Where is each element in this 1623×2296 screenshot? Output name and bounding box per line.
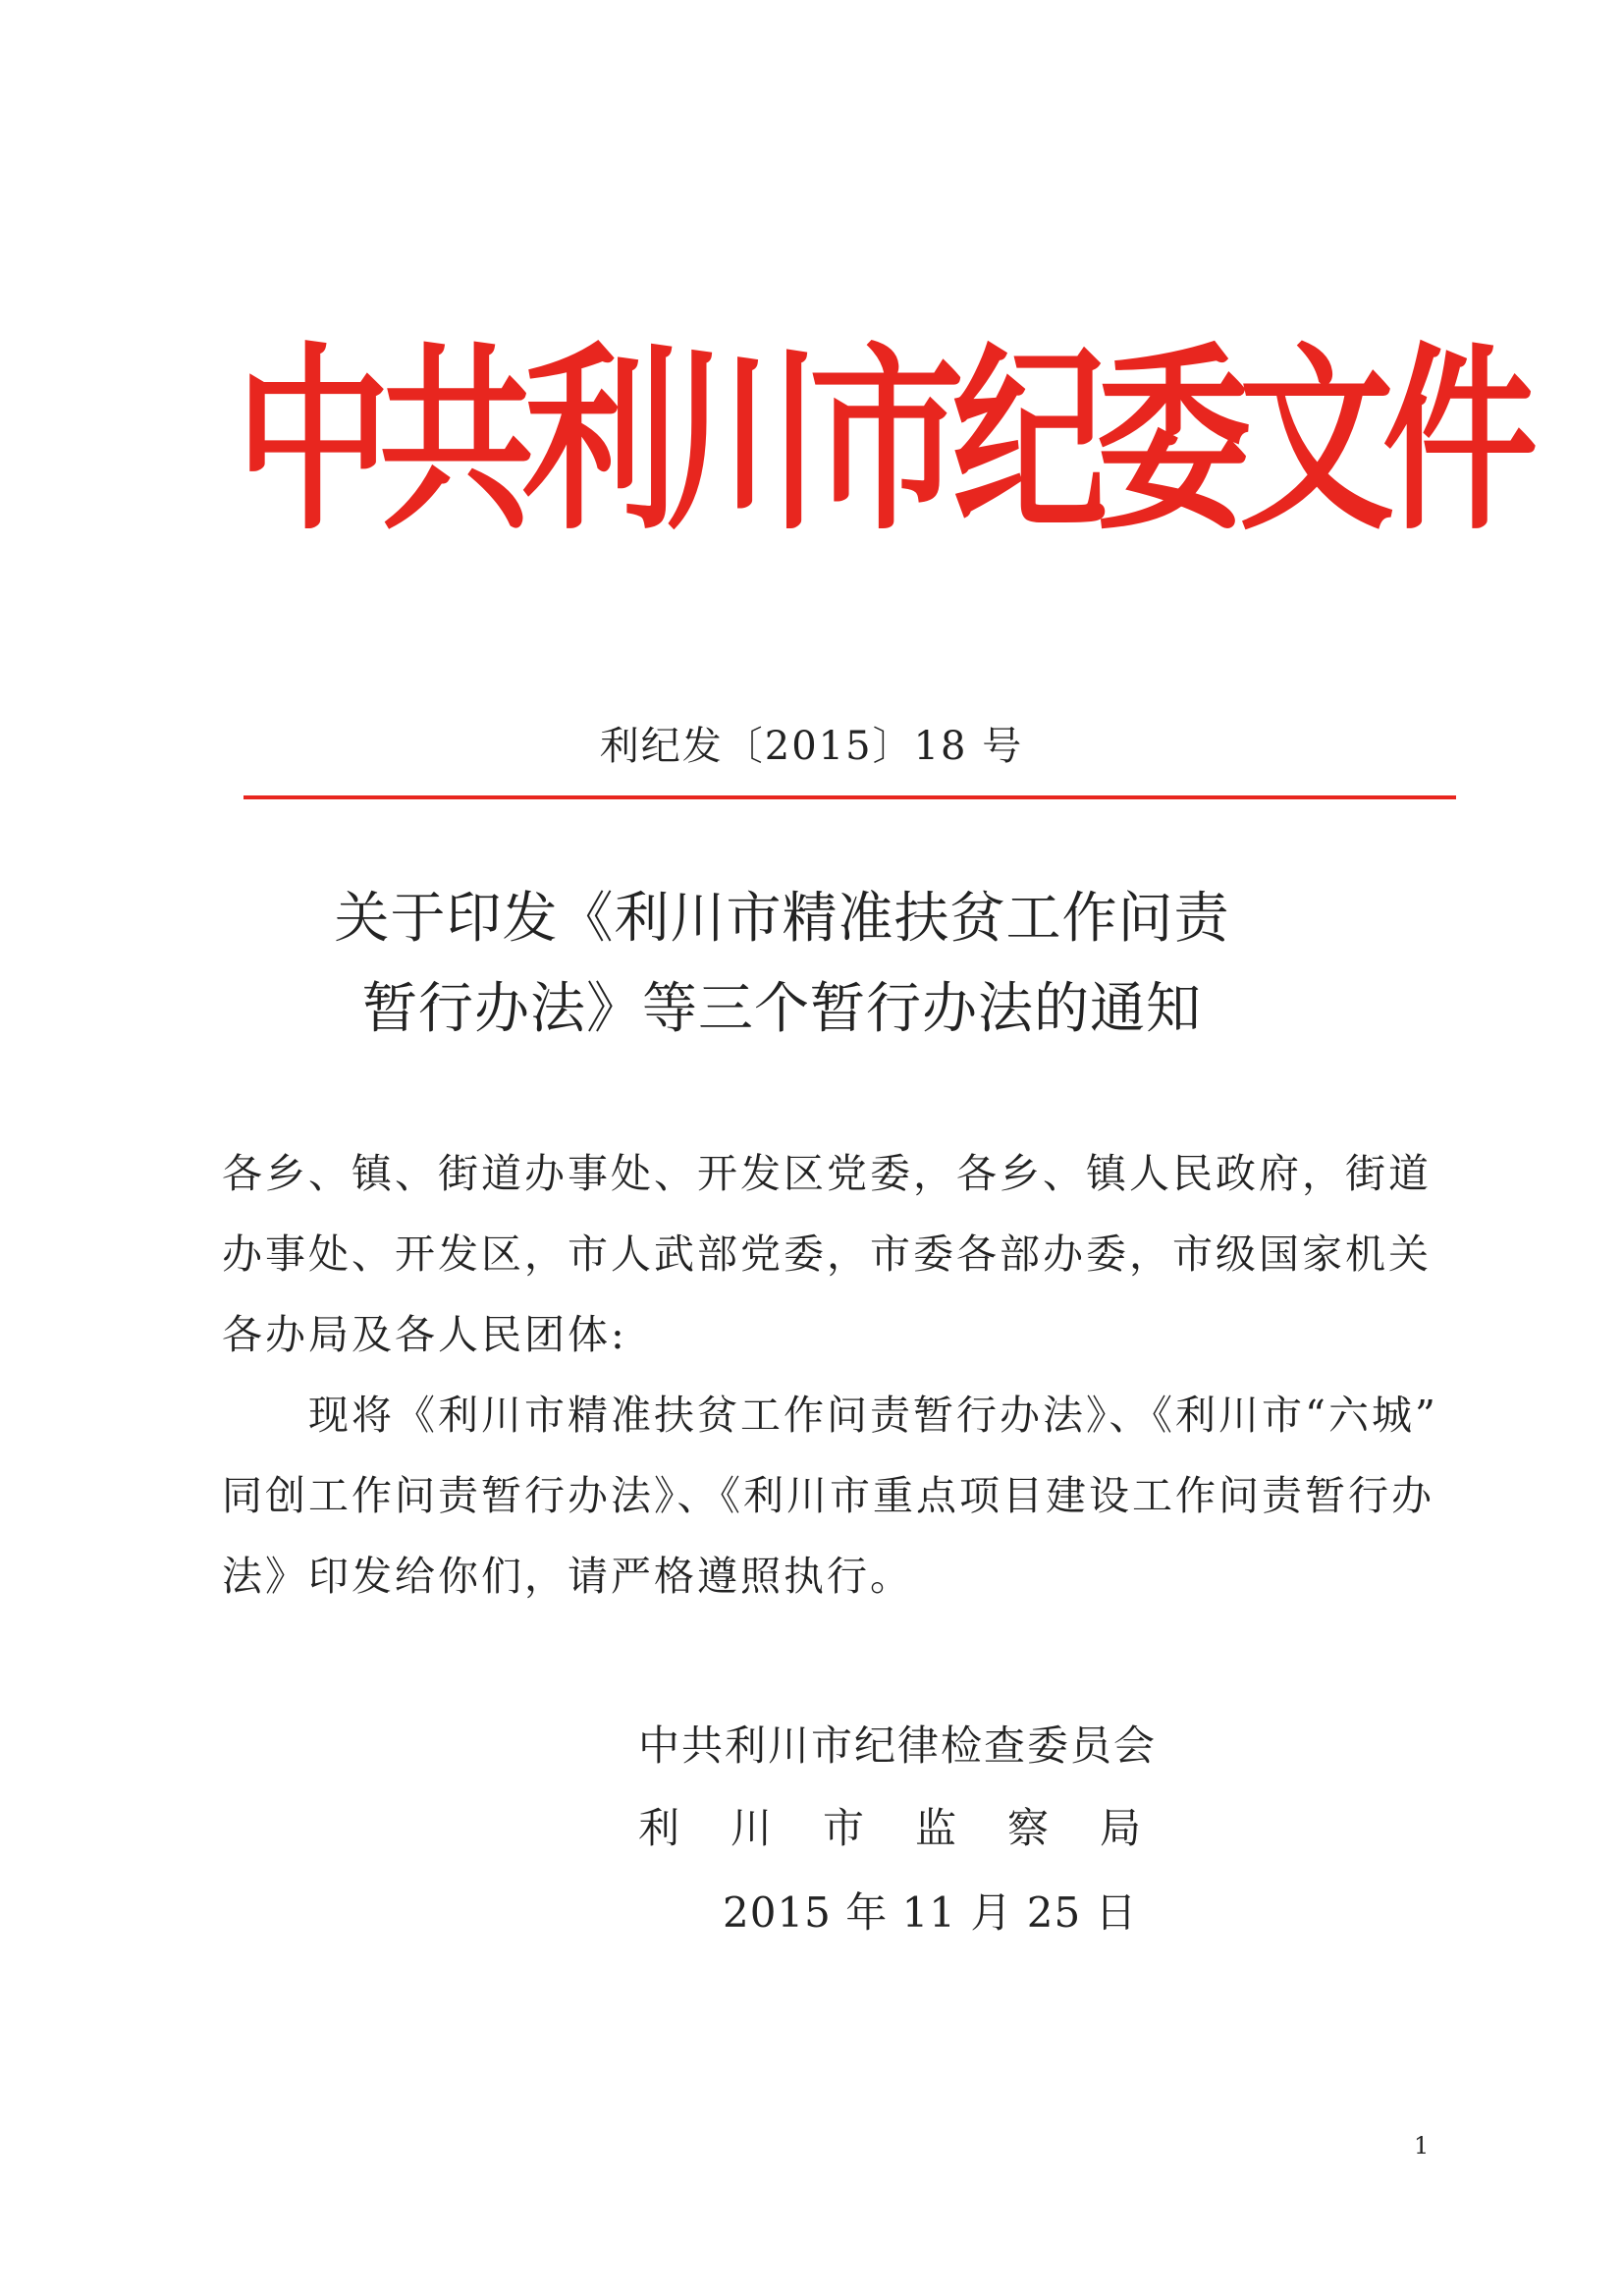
body-paragraph-line-3: 法》印发给你们，请严格遵照执行。 <box>222 1553 913 1600</box>
body-paragraph-line-1: 现将《利川市精准扶贫工作问责暂行办法》、《利川市“六城” <box>222 1392 1438 1439</box>
recipients-line-2: 办事处、开发区，市人武部党委，市委各部办委，市级国家机关 <box>222 1230 1432 1278</box>
signature-org-commission: 中共利川市纪律检查委员会 <box>638 1722 1158 1770</box>
notice-title-line-2: 暂行办法》等三个暂行办法的通知 <box>362 977 1202 1041</box>
red-divider-line <box>243 795 1456 799</box>
page-number: 1 <box>1414 2132 1430 2159</box>
document-number: 利纪发〔2015〕18 号 <box>599 724 1024 769</box>
body-paragraph-line-2: 同创工作问责暂行办法》、《利川市重点项目建设工作问责暂行办 <box>222 1472 1434 1519</box>
signature-org-supervision-bureau: 利川市监察局 <box>638 1804 1193 1852</box>
recipients-line-1: 各乡、镇、街道办事处、开发区党委，各乡、镇人民政府，街道 <box>222 1150 1432 1197</box>
signature-date: 2015 年 11 月 25 日 <box>723 1888 1138 1937</box>
notice-title-line-1: 关于印发《利川市精准扶贫工作问责 <box>334 887 1230 951</box>
document-header-title: 中共利川市纪委文件 <box>236 326 1526 558</box>
recipients-line-3: 各办局及各人民团体: <box>222 1311 627 1358</box>
